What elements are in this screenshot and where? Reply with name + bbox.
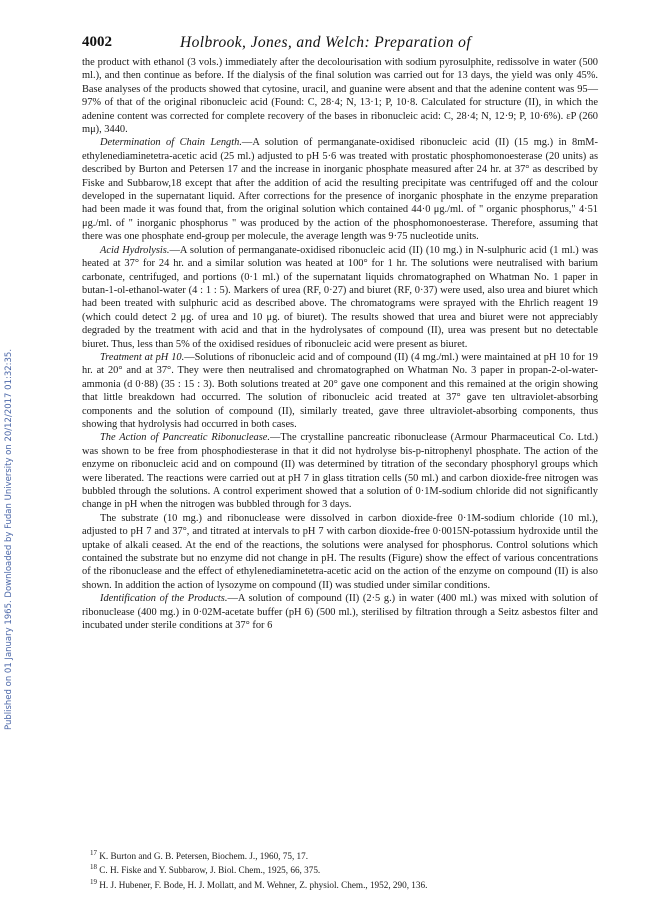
footnote: $^{18}$ C. H. Fiske and Y. Subbarow, J. Biol. Chem., 1925, 66, 375. bbox=[90, 863, 321, 876]
footnotes bbox=[82, 848, 598, 891]
download-watermark bbox=[4, 150, 16, 730]
paragraph-chain-length: Determination of Chain Length.—A solution of permanganate-oxidised ribonucleic acid (II) (15 mg.) in 8mM-ethylenediaminetetra-acetic acid (25 ml.) adjusted to pH 5·6 was treated with prostatic phosphomonoesterase (20 units) as described by Burton and Petersen 17 and the increase in inorganic phosphate measured after 24 hr. at 37° as described by Fiske and Subbarow,18 except that after the addition of acid the resulting precipitate was centrifuged off and the colour developed in the supernatant liquid. After corrections for the presence of inorganic phosphate in the enzyme preparation had been made it was found that, from the original solution which contained 44·0 μg./ml. of " organic phosphorus," 4·51 μg./ml. of " inorganic phosphorus " was produced by the action of the phosphomonoesterase. Therefore, assuming that there was one phosphate end-group per molecule, the average length was 9·75 nucleotide units. bbox=[82, 137, 598, 243]
section-heading: Identification of the Products. bbox=[100, 593, 228, 605]
paragraph-ribonuclease: The Action of Pancreatic Ribonuclease.—The crystalline pancreatic ribonuclease (Armour Pharmaceutical Co. Ltd.) was shown to be free from phosphodiesterase in that it did not hydrolyse bis-p-nitrophenyl phosphate. The action of the enzyme on ribonucleic acid and on compound (II) was determined by titration of the secondary phosphoryl groups which were liberated. The reactions were carried out at pH 7 in glass titration cells (50 ml.) and carbon dioxide-free nitrogen was bubbled through the solutions. A control experiment showed that a solution of 0·1M-sodium chloride did not significantly change in pH when the nitrogen was bubbled through for 3 days. bbox=[82, 432, 598, 511]
article-body bbox=[82, 56, 598, 632]
running-head: Holbrook, Jones, and Welch: Preparation of bbox=[180, 34, 472, 51]
paragraph-acid-hydrolysis: Acid Hydrolysis.—A solution of permanganate-oxidised ribonucleic acid (II) (10 mg.) in N-sulphuric acid (1 ml.) was heated at 37° for 24 hr. and a similar solution was heated at 100° for 1 hr. The solutions were neutralised with barium carbonate, centrifuged, and portions (0·1 ml.) of the supernatant liquids chromatographed on Whatman No. 1 paper in butan-1-ol-ethanol-water (4 : 1 : 5). Markers of urea (RF, 0·27) and biuret (RF, 0·37) were used, also urea and biuret which had been treated with sulphuric acid as described above. The chromatograms were sprayed with the Ehrlich reagent 19 (which could detect 2 μg. of urea and 10 μg. of biuret). The results showed that urea and biuret were not appreciably degraded by the treatment with acid and that in the hydrolysates of compound (II), urea was present but no detectable biuret. Thus, less than 5% of the oxidised residues of ribonucleic acid were present as biuret. bbox=[82, 244, 598, 350]
section-heading: The Action of Pancreatic Ribonuclease. bbox=[100, 432, 271, 444]
section-heading: Determination of Chain Length. bbox=[100, 137, 242, 149]
paragraph: the product with ethanol (3 vols.) immediately after the decolourisation with sodium pyrosulphite, redissolve in water (500 ml.), and then continue as before. If the dialysis of the final solution was carried out for 13 days, the yield was only 45%. Base analyses of the products showed that cytosine, uracil, and guanine were absent and that the adenine content was 95—97% of that of the original ribonucleic acid (Found: C, 28·4; N, 13·1; P, 10·8. Calculated for structure (II), in which the adenine content was corrected for complete recovery of the bases in ribonucleic acid: C, 28·4; N, 12·9; P, 10·6%). εP (260 mμ), 3440. bbox=[82, 57, 598, 136]
section-heading: Acid Hydrolysis. bbox=[100, 244, 170, 256]
paragraph-products: Identification of the Products.—A solution of compound (II) (2·5 g.) in water (400 ml.) was mixed with solution of ribonuclease (400 mg.) in 0·02M-acetate buffer (pH 6) (500 ml.), sterilised by filtration through a Seitz asbestos filter and incubated under sterile conditions at 37° for 6 bbox=[82, 593, 598, 632]
footnote: $^{19}$ H. J. Hubener, F. Bode, H. J. Mollatt, and M. Wehner, Z. physiol. Chem., 1952, 290, 136. bbox=[90, 877, 428, 890]
footnote: $^{17}$ K. Burton and G. B. Petersen, Biochem. J., 1960, 75, 17. bbox=[90, 849, 309, 862]
page-number: 4002 bbox=[82, 34, 112, 50]
download-watermark-text: Published on 01 January 1965. Downloaded by Fudan University on 20/12/2017 01:32:35. bbox=[4, 348, 14, 730]
page-header bbox=[82, 34, 592, 56]
paragraph-substrate: The substrate (10 mg.) and ribonuclease were dissolved in carbon dioxide-free 0·1M-sodium chloride (10 ml.), adjusted to pH 7 and 37°, and titrated at intervals to pH 7 with carbon dioxide-free 0·0015N-potassium hydroxide until the uptake of alkali ceased. At the end of the reactions, the solutions were analysed for phosphorus. Control solutions which contained the substrate but no enzyme did not change in pH. The results (Figure) show the effect of various concentrations of the ribonuclease and the effect of ethylenediaminetetra-acetic acid on the action of the enzyme on compound (II) is also shown. In addition the action of lysozyme on compound (II) was studied under similar conditions. bbox=[82, 512, 598, 591]
section-heading: Treatment at pH 10. bbox=[100, 351, 185, 363]
paragraph-ph10: Treatment at pH 10.—Solutions of ribonucleic acid and of compound (II) (4 mg./ml.) were maintained at pH 10 for 19 hr. at 20° and at 37°. They were then neutralised and chromatographed on Whatman No. 3 paper in propan-2-ol-water-ammonia (d 0·88) (35 : 15 : 3). Both solutions treated at 20° gave one component and this remained at the origin showing that little breakdown had occurred. The solution of ribonucleic acid treated at 37° gave ten ultraviolet-absorbing components and the solution of compound (II), similarly treated, gave three ultraviolet-absorbing components, thus showing that hydrolysis had occurred in both cases. bbox=[82, 351, 598, 430]
